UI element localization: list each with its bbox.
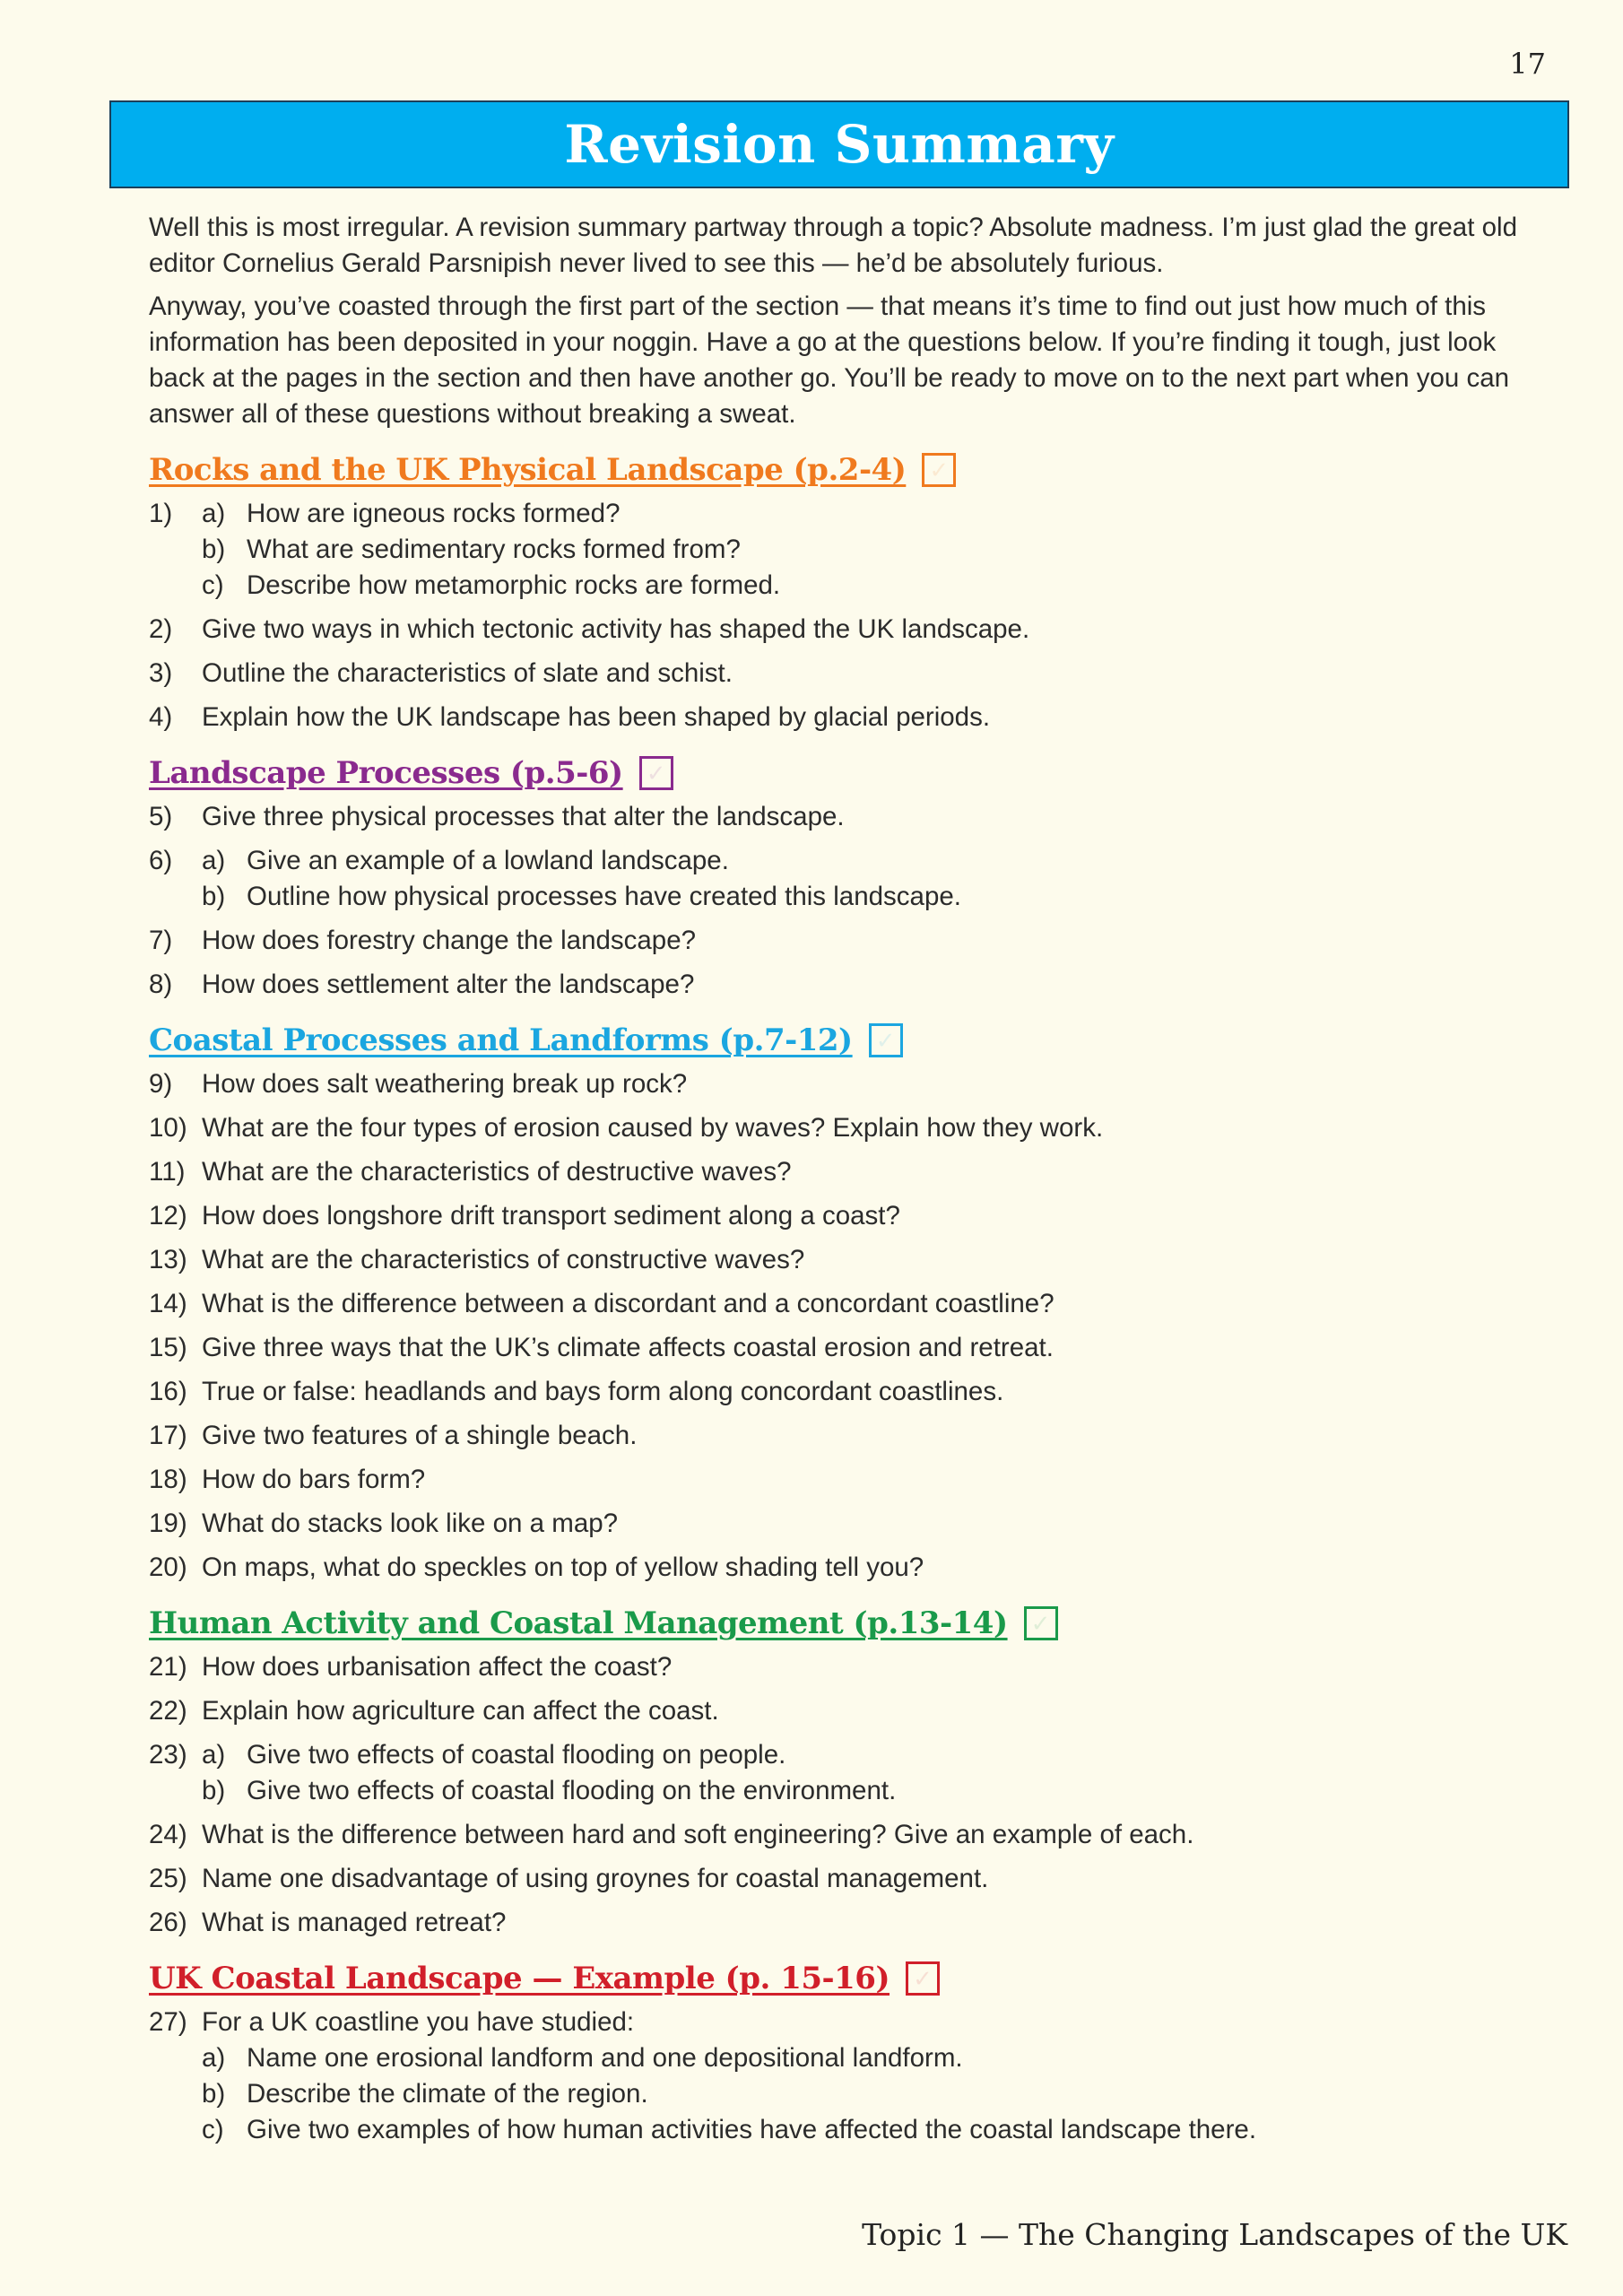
question-item <box>149 612 1530 648</box>
question-item <box>149 1418 1530 1454</box>
question-item <box>149 1154 1530 1190</box>
section-header <box>149 452 1530 488</box>
question-number: 5) <box>149 802 173 831</box>
question-item <box>149 1817 1530 1853</box>
question-number: 16) <box>149 1377 187 1406</box>
sub-question-letter: c) <box>202 570 224 600</box>
question-number: 15) <box>149 1333 187 1362</box>
question-text: How does urbanisation affect the coast? <box>202 1652 673 1682</box>
question-sections <box>149 452 1530 2148</box>
question-item <box>149 923 1530 959</box>
section-heading: Human Activity and Coastal Management (p.13-14) <box>149 1605 1008 1641</box>
sub-question <box>202 879 1530 915</box>
question-number: 10) <box>149 1113 187 1143</box>
question-item <box>149 656 1530 691</box>
question-body <box>202 1198 1530 1234</box>
sub-question-letter: b) <box>202 882 226 911</box>
section-header <box>149 1605 1530 1641</box>
question-number: 7) <box>149 926 173 955</box>
sub-question-text: Give two examples of how human activities have affected the coastal landscape there. <box>247 2115 1257 2144</box>
question-text: True or false: headlands and bays form along concordant coastlines. <box>202 1377 1004 1406</box>
question-number: 14) <box>149 1289 187 1318</box>
question-item <box>149 1330 1530 1366</box>
question-text: What is the difference between hard and soft engineering? Give an example of each. <box>202 1820 1194 1849</box>
sub-question-text: Outline how physical processes have created this landscape. <box>247 882 961 911</box>
tick-icon: ✓ <box>929 457 950 483</box>
question-body <box>202 2005 1530 2148</box>
question-item <box>149 1861 1530 1897</box>
question-body <box>202 612 1530 648</box>
question-number: 19) <box>149 1509 187 1538</box>
sub-question <box>202 568 1530 604</box>
question-item <box>149 1693 1530 1729</box>
sub-question-text: How are igneous rocks formed? <box>247 499 621 528</box>
tick-icon: ✓ <box>646 760 666 787</box>
question-item <box>149 1649 1530 1685</box>
section-header <box>149 1961 1530 1996</box>
question-item <box>149 1737 1530 1809</box>
question-text: What is the difference between a discordant and a concordant coastline? <box>202 1289 1055 1318</box>
section-checkbox[interactable] <box>869 1023 903 1057</box>
sub-question-text: Give two effects of coastal flooding on people. <box>247 1740 786 1770</box>
question-body <box>202 1861 1530 1897</box>
intro-paragraph: Well this is most irregular. A revision summary partway through a topic? Absolute madness. I’m just glad the great old editor Cornelius Gerald Parsnipish never lived to see this — he’d be absolutely furious. <box>149 213 1517 278</box>
question-body <box>202 1374 1530 1410</box>
question-number: 8) <box>149 970 173 999</box>
section-checkbox[interactable] <box>922 453 956 487</box>
question-number: 6) <box>149 846 173 875</box>
question-body <box>202 799 1530 835</box>
sub-question-text: Describe the climate of the region. <box>247 2079 648 2109</box>
question-body <box>202 1110 1530 1146</box>
question-body <box>202 843 1530 915</box>
question-section <box>149 452 1530 735</box>
question-number: 18) <box>149 1465 187 1494</box>
question-text: How does longshore drift transport sediment along a coast? <box>202 1201 900 1231</box>
question-item <box>149 1066 1530 1102</box>
question-number: 9) <box>149 1069 173 1099</box>
question-body <box>202 1462 1530 1498</box>
question-number: 12) <box>149 1201 187 1231</box>
sub-question-letter: b) <box>202 1776 226 1805</box>
question-section <box>149 1961 1530 2148</box>
section-heading: Rocks and the UK Physical Landscape (p.2-4) <box>149 452 907 488</box>
question-number: 26) <box>149 1908 187 1937</box>
question-number: 27) <box>149 2007 187 2037</box>
sub-question-letter: b) <box>202 2079 226 2109</box>
question-text: Outline the characteristics of slate and schist. <box>202 658 733 688</box>
footer-topic: Topic 1 — The Changing Landscapes of the UK <box>862 2217 1567 2252</box>
question-item <box>149 967 1530 1003</box>
question-body <box>202 1154 1530 1190</box>
question-number: 1) <box>149 499 173 528</box>
question-number: 20) <box>149 1552 187 1582</box>
question-item <box>149 843 1530 915</box>
section-header <box>149 755 1530 791</box>
question-number: 2) <box>149 614 173 644</box>
question-body <box>202 496 1530 604</box>
question-number: 24) <box>149 1820 187 1849</box>
question-item <box>149 1905 1530 1941</box>
question-text: How does forestry change the landscape? <box>202 926 697 955</box>
question-item <box>149 1198 1530 1234</box>
section-checkbox[interactable] <box>1024 1606 1058 1640</box>
question-body <box>202 1286 1530 1322</box>
sub-question <box>202 2112 1530 2148</box>
question-item <box>149 799 1530 835</box>
question-number: 17) <box>149 1421 187 1450</box>
sub-question-letter: b) <box>202 535 226 564</box>
sub-question-text: Give two effects of coastal flooding on the environment. <box>247 1776 897 1805</box>
sub-question <box>202 2040 1530 2076</box>
sub-question-text: Describe how metamorphic rocks are formed. <box>247 570 781 600</box>
question-number: 23) <box>149 1740 187 1770</box>
sub-question-text: What are sedimentary rocks formed from? <box>247 535 741 564</box>
question-text: How does salt weathering break up rock? <box>202 1069 688 1099</box>
question-body <box>202 1418 1530 1454</box>
question-text: Give three physical processes that alter the landscape. <box>202 802 845 831</box>
question-body <box>202 1737 1530 1809</box>
question-text: Give three ways that the UK’s climate affects coastal erosion and retreat. <box>202 1333 1054 1362</box>
question-body <box>202 1506 1530 1542</box>
sub-question-text: Name one erosional landform and one depositional landform. <box>247 2043 963 2073</box>
sub-question <box>202 2076 1530 2112</box>
question-item <box>149 1374 1530 1410</box>
section-checkbox[interactable] <box>639 756 673 790</box>
tick-icon: ✓ <box>1030 1610 1051 1637</box>
question-text: What are the four types of erosion caused by waves? Explain how they work. <box>202 1113 1104 1143</box>
question-text: For a UK coastline you have studied: <box>202 2007 635 2037</box>
section-header <box>149 1022 1530 1058</box>
page-title: Revision Summary <box>564 114 1115 175</box>
question-text: Name one disadvantage of using groynes for coastal management. <box>202 1864 989 1893</box>
section-heading: UK Coastal Landscape — Example (p. 15-16) <box>149 1961 890 1996</box>
tick-icon: ✓ <box>875 1027 896 1054</box>
question-item <box>149 1506 1530 1542</box>
question-number: 11) <box>149 1157 186 1187</box>
intro <box>149 210 1530 432</box>
question-item <box>149 1242 1530 1278</box>
question-body <box>202 923 1530 959</box>
question-body <box>202 1330 1530 1366</box>
question-section <box>149 1605 1530 1941</box>
question-text: How do bars form? <box>202 1465 426 1494</box>
sub-question <box>202 532 1530 568</box>
question-body <box>202 1817 1530 1853</box>
sub-question-letter: a) <box>202 499 226 528</box>
sub-question-letter: a) <box>202 1740 226 1770</box>
question-text: Give two features of a shingle beach. <box>202 1421 638 1450</box>
content <box>149 210 1530 2148</box>
question-text: What is managed retreat? <box>202 1908 507 1937</box>
sub-question <box>202 1773 1530 1809</box>
question-item <box>149 700 1530 735</box>
question-body <box>202 1066 1530 1102</box>
section-checkbox[interactable] <box>906 1961 940 1996</box>
sub-question-letter: c) <box>202 2115 224 2144</box>
question-number: 4) <box>149 702 173 732</box>
question-body <box>202 1905 1530 1941</box>
question-text: What are the characteristics of destructive waves? <box>202 1157 792 1187</box>
question-section <box>149 1022 1530 1586</box>
question-item <box>149 1462 1530 1498</box>
sub-question-text: Give an example of a lowland landscape. <box>247 846 729 875</box>
question-text: What do stacks look like on a map? <box>202 1509 619 1538</box>
question-body <box>202 700 1530 735</box>
question-number: 21) <box>149 1652 187 1682</box>
tick-icon: ✓ <box>913 1965 933 1992</box>
question-item <box>149 1550 1530 1586</box>
sub-question <box>202 843 1530 879</box>
question-item <box>149 1110 1530 1146</box>
page-number: 17 <box>1509 47 1546 81</box>
question-number: 25) <box>149 1864 187 1893</box>
question-text: On maps, what do speckles on top of yellow shading tell you? <box>202 1552 924 1582</box>
question-number: 3) <box>149 658 173 688</box>
question-body <box>202 1649 1530 1685</box>
sub-question <box>202 1737 1530 1773</box>
question-body <box>202 967 1530 1003</box>
question-body <box>202 1550 1530 1586</box>
sub-question-letter: a) <box>202 2043 226 2073</box>
question-text: Explain how the UK landscape has been shaped by glacial periods. <box>202 702 991 732</box>
sub-question-letter: a) <box>202 846 226 875</box>
question-number: 13) <box>149 1245 187 1274</box>
question-text: Explain how agriculture can affect the coast. <box>202 1696 719 1726</box>
title-banner <box>109 100 1569 188</box>
question-item <box>149 1286 1530 1322</box>
question-number: 22) <box>149 1696 187 1726</box>
intro-paragraph: Anyway, you’ve coasted through the first part of the section — that means it’s time to find out just how much of this information has been deposited in your noggin. Have a go at the questions below. If you’re finding it tough, just look back at the pages in the section and then have another go. You’ll be ready to move on to the next part when you can answer all of these questions without breaking a sweat. <box>149 291 1510 429</box>
question-body <box>202 1693 1530 1729</box>
question-item <box>149 2005 1530 2148</box>
section-heading: Coastal Processes and Landforms (p.7-12) <box>149 1022 853 1058</box>
question-section <box>149 755 1530 1003</box>
question-text: Give two ways in which tectonic activity has shaped the UK landscape. <box>202 614 1030 644</box>
question-item <box>149 496 1530 604</box>
sub-question <box>202 496 1530 532</box>
question-body <box>202 1242 1530 1278</box>
question-text: How does settlement alter the landscape? <box>202 970 695 999</box>
section-heading: Landscape Processes (p.5-6) <box>149 755 623 791</box>
question-text: What are the characteristics of constructive waves? <box>202 1245 805 1274</box>
question-body <box>202 656 1530 691</box>
